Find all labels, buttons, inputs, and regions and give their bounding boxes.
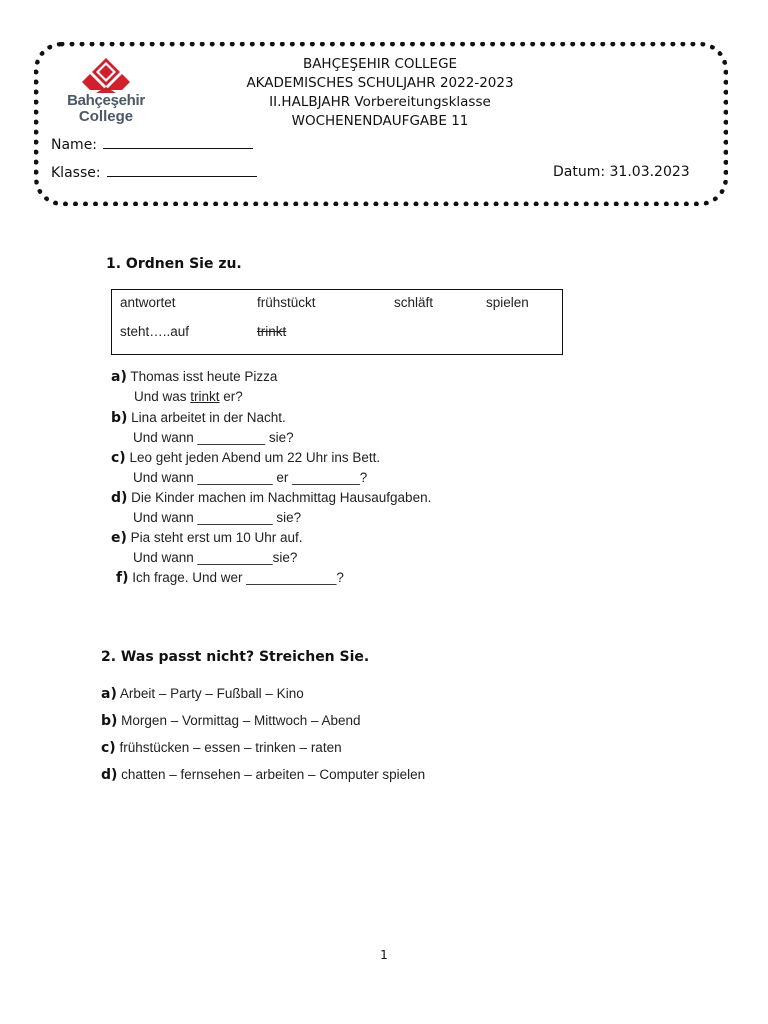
- item-letter: a): [101, 686, 117, 702]
- school-logo: [60, 56, 152, 128]
- item-text: chatten – fernsehen – arbeiten – Computer spielen: [117, 767, 426, 782]
- item-letter: b): [101, 713, 118, 729]
- class-label: Klasse:: [51, 165, 101, 181]
- term-title: II.HALBJAHR Vorbereitungsklasse: [269, 94, 491, 110]
- item-letter: e): [111, 530, 127, 546]
- school-name: BAHÇEŞEHIR COLLEGE: [302, 56, 458, 72]
- example-answer: trinkt: [190, 389, 220, 404]
- name-field[interactable]: [51, 136, 253, 153]
- item-letter: d): [111, 490, 128, 506]
- word-item-used: trinkt: [257, 324, 287, 339]
- exercise2-item-d[interactable]: [101, 767, 425, 783]
- exercise1-item-f[interactable]: [116, 570, 344, 586]
- name-blank[interactable]: [103, 136, 253, 149]
- exercise1-item-b: [111, 410, 286, 426]
- follow-text: Und was: [134, 389, 191, 404]
- exercise1-item-d-follow[interactable]: Und wann __________ sie?: [133, 510, 302, 525]
- follow-text: er?: [219, 389, 243, 404]
- exercise1-title: 1. Ordnen Sie zu.: [106, 256, 242, 272]
- word-item: frühstückt: [257, 295, 316, 310]
- school-year: AKADEMISCHES SCHULJAHR 2022-2023: [246, 75, 514, 91]
- exercise2-item-b[interactable]: [101, 713, 361, 729]
- item-sentence: Pia steht erst um 10 Uhr auf.: [126, 530, 303, 545]
- word-item: spielen: [486, 295, 529, 310]
- logo-emblem-icon: [60, 56, 152, 94]
- date-label: Datum: 31.03.2023: [553, 164, 690, 180]
- word-item: antwortet: [120, 295, 176, 310]
- exercise1-item-c-follow[interactable]: Und wann __________ er _________?: [133, 470, 368, 485]
- item-letter: c): [101, 740, 116, 756]
- item-text: Morgen – Vormittag – Mittwoch – Abend: [117, 713, 361, 728]
- exercise2-title: 2. Was passt nicht? Streichen Sie.: [101, 649, 370, 665]
- exercise1-item-a: [111, 369, 277, 385]
- class-field[interactable]: [51, 164, 257, 181]
- item-sentence: Leo geht jeden Abend um 22 Uhr ins Bett.: [125, 450, 381, 465]
- exercise2-item-a[interactable]: [101, 686, 304, 702]
- exercise1-item-d: [111, 490, 431, 506]
- logo-text-college: College: [78, 108, 134, 125]
- date-field: [553, 164, 690, 180]
- word-item: schläft: [394, 295, 434, 310]
- item-letter: d): [101, 767, 118, 783]
- class-blank[interactable]: [107, 164, 257, 177]
- item-sentence: Ich frage. Und wer ____________?: [128, 570, 344, 585]
- exercise1-item-b-follow[interactable]: Und wann _________ sie?: [133, 430, 294, 445]
- exercise1-item-a-follow: [134, 389, 243, 404]
- logo-text-bahcesehir: Bahçeşehir: [67, 92, 145, 109]
- exercise1-item-e: [111, 530, 303, 546]
- assignment-title: WOCHENENDAUFGABE 11: [291, 113, 469, 129]
- item-text: Arbeit – Party – Fußball – Kino: [116, 686, 304, 701]
- item-sentence: Die Kinder machen im Nachmittag Hausaufgaben.: [127, 490, 432, 505]
- exercise2-item-c[interactable]: [101, 740, 342, 756]
- exercise1-item-e-follow[interactable]: Und wann __________sie?: [133, 550, 298, 565]
- header-titles: [150, 55, 610, 131]
- item-letter: a): [111, 369, 127, 385]
- name-label: Name:: [51, 137, 98, 153]
- exercise1-item-c: [111, 450, 380, 466]
- page-number: 1: [380, 948, 388, 962]
- word-item: steht…..auf: [120, 324, 190, 339]
- item-sentence: Thomas isst heute Pizza: [126, 369, 278, 384]
- item-sentence: Lina arbeitet in der Nacht.: [127, 410, 286, 425]
- item-letter: c): [111, 450, 126, 466]
- item-letter: b): [111, 410, 128, 426]
- item-letter: f): [116, 570, 129, 586]
- item-text: frühstücken – essen – trinken – raten: [115, 740, 342, 755]
